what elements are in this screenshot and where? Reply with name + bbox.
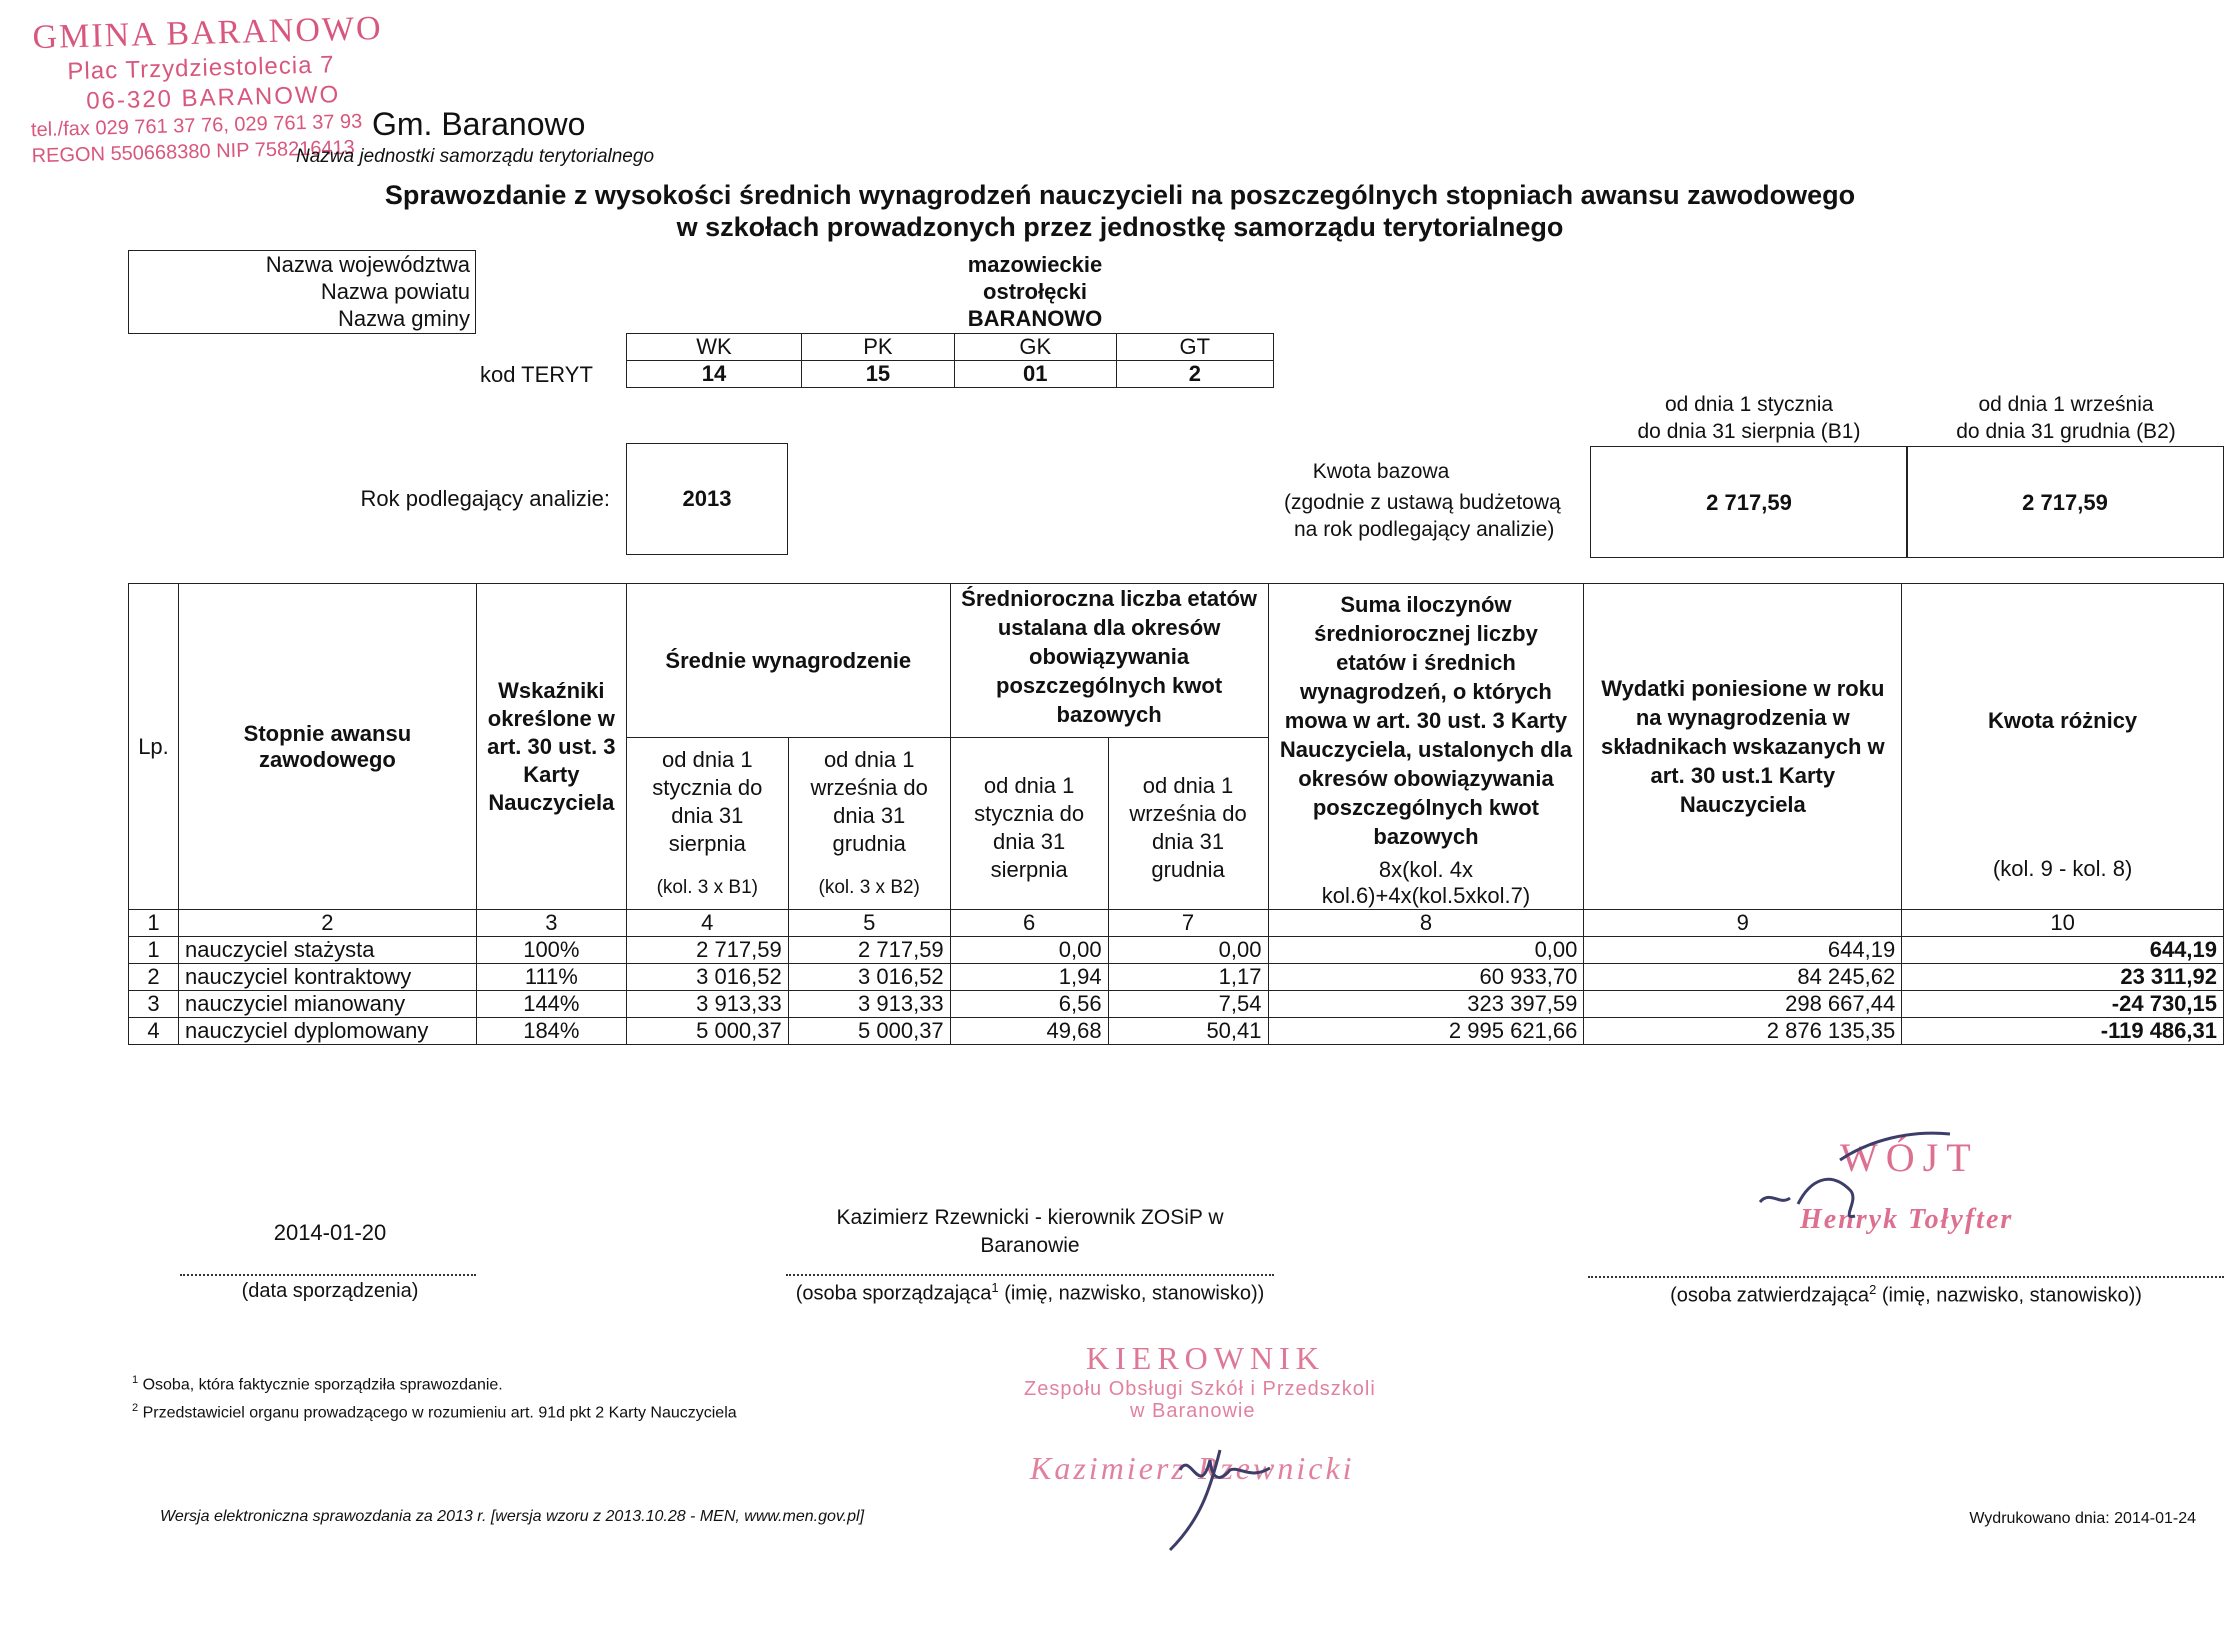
col-number: 4 [626,910,788,937]
voivodeship-value: mazowieckie [967,252,1103,277]
row-wyd: 84 245,62 [1584,964,1902,991]
header-roznica [1902,584,2224,910]
date-value: 2014-01-20 [273,1220,387,1245]
header-stopnie [178,584,476,910]
column-numbers-row [129,910,2224,937]
row-suma: 60 933,70 [1268,964,1584,991]
row-lp: 1 [129,937,179,964]
row-stopien: nauczyciel stażysta [178,937,476,964]
approver-dotline [1588,1276,2224,1278]
b2-header-line1: od dnia 1 września [1978,393,2154,416]
row-lp: 4 [129,1018,179,1045]
footnote-2-text: Przedstawiciel organu prowadzącego w rozumieniu art. 91d pkt 2 Karty Nauczyciela [138,1404,737,1422]
approver-caption-sup: 2 [1869,1282,1877,1297]
teryt-value-pk: 15 [801,361,954,388]
header-sr-1-text: od dnia 1 stycznia do dnia 31 sierpnia [652,747,763,856]
row-stopien: nauczyciel dyplomowany [178,1018,476,1045]
woit-stamp-name: Henryk Tołyfter [1800,1204,2014,1235]
header-lp: Lp. [129,584,179,910]
row-stopien: nauczyciel mianowany [178,991,476,1018]
row-roz: -119 486,31 [1902,1018,2224,1045]
col-number: 9 [1584,910,1902,937]
b1-value: 2 717,59 [1706,490,1792,515]
gmina-stamp-line3: 06-320 BARANOWO [85,81,341,115]
col-number: 5 [788,910,950,937]
header-sr-2-text: od dnia 1 września do dnia 31 grudnia [810,747,928,856]
header-srednie: Średnie wynagrodzenie [626,584,950,738]
county-value: ostrołęcki [983,279,1087,304]
footnote-1 [132,1374,503,1394]
table-row [129,964,2224,991]
header-suma-text: Suma iloczynów średniorocznej liczby etatów i średnich wynagrodzeń, o których mowa w art. 30 ust. 3 Karty Nauczyciela, ustalonych dla okresów obowiązywania poszczególnych kwot bazowych [1279,592,1573,849]
row-et1: 49,68 [950,1018,1108,1045]
header-wskazniki-text: Wskaźniki określone w art. 30 ust. 3 Karty Nauczyciela [487,677,616,815]
b2-header-line2: do dnia 31 grudnia (B2) [1956,420,2176,443]
row-sr1: 3 913,33 [626,991,788,1018]
preparer-caption-b: (imię, nazwisko, stanowisko)) [998,1282,1265,1305]
row-sr1: 3 016,52 [626,964,788,991]
approver-caption-b: (imię, nazwisko, stanowisko)) [1876,1284,2142,1307]
gmina-stamp-line1: GMINA BARANOWO [32,9,383,57]
teryt-header-wk: WK [627,334,802,361]
report-title-line2: w szkołach prowadzonych przez jednostkę samorządu terytorialnego [676,212,1564,242]
woit-signature [1750,1120,1990,1240]
row-suma: 2 995 621,66 [1268,1018,1584,1045]
row-roz: -24 730,15 [1902,991,2224,1018]
footnote-2 [132,1402,737,1422]
row-sr1: 2 717,59 [626,937,788,964]
commune-label: Nazwa gminy [337,306,470,331]
b2-value: 2 717,59 [2022,490,2108,515]
b1-header-line2: do dnia 31 sierpnia (B1) [1637,420,1861,443]
col-number: 7 [1108,910,1268,937]
row-wyd: 2 876 135,35 [1584,1018,1902,1045]
teryt-label: kod TERYT [480,362,593,387]
footnote-1-text: Osoba, która faktycznie sporządziła sprawozdanie. [138,1376,503,1394]
kierownik-signature [1150,1410,1310,1560]
table-row [129,937,2224,964]
row-wsk: 144% [476,991,626,1018]
header-sr-1 [626,738,788,910]
row-lp: 3 [129,991,179,1018]
teryt-header-gt: GT [1116,334,1273,361]
preparer-line1: Kazimierz Rzewnicki - kierownik ZOSiP w [836,1206,1224,1229]
row-et1: 6,56 [950,991,1108,1018]
footnote-2-sup: 2 [132,1402,139,1414]
base-amount-label-line1: Kwota bazowa [1312,460,1450,483]
header-suma [1268,584,1584,910]
county-label: Nazwa powiatu [320,279,470,304]
header-et-2-text: od dnia 1 września do dnia 31 grudnia [1129,773,1247,882]
row-sr2: 3 016,52 [788,964,950,991]
unit-caption: Nazwa jednostki samorządu terytorialnego [296,146,655,167]
row-lp: 2 [129,964,179,991]
row-wsk: 100% [476,937,626,964]
approver-caption-a: (osoba zatwierdzająca [1670,1284,1870,1307]
col-number: 6 [950,910,1108,937]
gmina-stamp-line2: Plac Trzydziestolecia 7 [67,51,335,86]
header-wydatki [1584,584,1902,910]
teryt-value-gt: 2 [1116,361,1273,388]
preparer-dotline [786,1274,1274,1276]
teryt-value-wk: 14 [627,361,802,388]
kierownik-stamp-line2: w Baranowie [1130,1400,1256,1422]
preparer-caption-sup: 1 [991,1280,999,1295]
row-et1: 0,00 [950,937,1108,964]
row-sr2: 2 717,59 [788,937,950,964]
row-et2: 50,41 [1108,1018,1268,1045]
report-title-line1: Sprawozdanie z wysokości średnich wynagrodzeń nauczycieli na poszczególnych stopniach awansu zawodowego [384,180,1856,210]
kierownik-stamp-line1: Zespołu Obsługi Szkół i Przedszkoli [1024,1378,1376,1400]
preparer-caption [770,1280,1290,1306]
footnote-1-sup: 1 [132,1374,139,1386]
col-number: 8 [1268,910,1584,937]
kierownik-stamp-name: Kazimierz Rzewnicki [1030,1450,1355,1486]
header-wydatki-text: Wydatki poniesione w roku na wynagrodzenia w składnikach wskazanych w art. 30 ust.1 Karty Nauczyciela [1600,676,1885,817]
date-dotline [180,1274,476,1276]
row-roz: 23 311,92 [1902,964,2224,991]
base-amount-label-line2: (zgodnie z ustawą budżetową [1284,491,1561,514]
footer-version: Wersja elektroniczna sprawozdania za 2013 r. [wersja wzoru z 2013.10.28 - MEN, www.men.gov.pl] [160,1508,865,1525]
header-wskazniki [476,584,626,910]
col-number: 10 [1902,910,2224,937]
row-roz: 644,19 [1902,937,2224,964]
header-etaty-text: Średnioroczna liczba etatów ustalana dla okresów obowiązywania poszczególnych kwot bazowych [961,586,1257,727]
header-et-1-text: od dnia 1 stycznia do dnia 31 sierpnia [974,773,1085,882]
header-sr-2-formula: (kol. 3 x B2) [818,877,920,898]
table-row [129,1018,2224,1045]
header-et-1 [950,738,1108,910]
header-stopnie-text: Stopnie awansu zawodowego [243,720,412,772]
year-value: 2013 [682,486,732,511]
teryt-value-gk: 01 [954,361,1116,388]
date-caption: (data sporządzenia) [241,1280,419,1302]
header-et-2 [1108,738,1268,910]
row-et2: 1,17 [1108,964,1268,991]
row-suma: 323 397,59 [1268,991,1584,1018]
b1-header-line1: od dnia 1 stycznia [1664,393,1834,416]
row-et1: 1,94 [950,964,1108,991]
table-row [129,991,2224,1018]
header-etaty [950,584,1268,738]
header-sr-2 [788,738,950,910]
kierownik-stamp-title: KIEROWNIK [1086,1340,1325,1376]
gmina-stamp-line5: REGON 550668380 NIP 758216413 [31,136,356,168]
row-et2: 7,54 [1108,991,1268,1018]
col-number: 2 [178,910,476,937]
year-label: Rok podlegający analizie: [360,486,610,511]
base-amount-label-line3: na rok podlegający analizie) [1294,518,1555,541]
approver-caption [1588,1282,2224,1308]
footer-printed: Wydrukowano dnia: 2014-01-24 [1969,1510,2196,1527]
gmina-stamp-line4: tel./fax 029 761 37 76, 029 761 37 93 [30,110,363,142]
row-stopien: nauczyciel kontraktowy [178,964,476,991]
preparer-line2: Baranowie [980,1234,1080,1257]
preparer-caption-a: (osoba sporządzająca [795,1282,992,1305]
row-sr1: 5 000,37 [626,1018,788,1045]
col-number: 3 [476,910,626,937]
teryt-header-pk: PK [801,334,954,361]
unit-name: Gm. Baranowo [372,106,586,142]
row-wsk: 111% [476,964,626,991]
row-sr2: 3 913,33 [788,991,950,1018]
voivodeship-label: Nazwa województwa [265,252,470,277]
header-roznica-formula: (kol. 9 - kol. 8) [1992,856,2133,881]
row-wsk: 184% [476,1018,626,1045]
row-suma: 0,00 [1268,937,1584,964]
commune-value: BARANOWO [967,306,1103,331]
header-suma-formula: 8x(kol. 4x kol.6)+4x(kol.5xkol.7) [1321,857,1531,908]
salary-table [128,583,2224,1045]
row-wyd: 644,19 [1584,937,1902,964]
teryt-table [626,333,1274,388]
row-sr2: 5 000,37 [788,1018,950,1045]
row-et2: 0,00 [1108,937,1268,964]
header-sr-1-formula: (kol. 3 x B1) [656,877,758,898]
row-wyd: 298 667,44 [1584,991,1902,1018]
teryt-header-gk: GK [954,334,1116,361]
woit-stamp-title: WÓJT [1840,1135,1979,1180]
col-number: 1 [129,910,179,937]
header-roznica-text: Kwota różnicy [1988,708,2138,733]
